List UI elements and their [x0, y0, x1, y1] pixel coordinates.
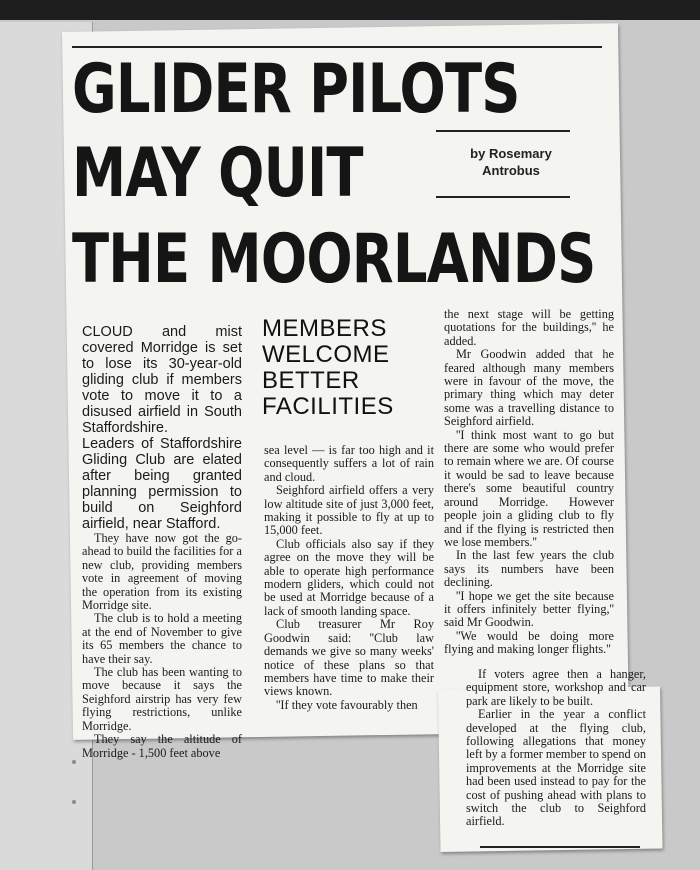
byline-rule-bottom [436, 196, 570, 198]
article-paragraph: Club treasurer Mr Roy Goodwin said: ''Club law demands we give so many weeks' notice of these plans so that members have time to make their views known. [264, 617, 434, 699]
headline-line-1: GLIDER PILOTS [72, 50, 520, 129]
article-column-2 [264, 444, 434, 712]
page-mark [72, 800, 76, 804]
page-mark [72, 760, 76, 764]
headline-line-3: THE MOORLANDS [72, 220, 596, 299]
article-paragraph: Earlier in the year a conflict developed at the flying club, following allegations that money left by a former member to spend on improvements at the Morridge site had been used instead to pay for the cost of pushing ahead with plans to switch the club to Seighford airfield. [466, 707, 646, 829]
article-column-3 [444, 308, 614, 657]
byline-line-1: by Rosemary [470, 146, 552, 161]
article-paragraph: Club officials also say if they agree on the move they will be able to operate high performance modern gliders, which could not be used at Morridge because of a lack of smooth landing space. [264, 536, 434, 618]
article-paragraph: CLOUD and mist covered Morridge is set to lose its 30-year-old gliding club if members vote to move it to a disused airfield in South Staffordshire. [82, 324, 242, 436]
top-rule [72, 46, 602, 48]
article-paragraph: The club has been wanting to move because it says the Seighford airstrip has very few flying restrictions, unlike Morridge. [82, 665, 242, 733]
article-paragraph: the next stage will be getting quotations for the buildings,'' he added. [444, 307, 614, 348]
article-paragraph: If voters agree then a hanger, equipment store, workshop and car park are likely to be built. [466, 667, 646, 708]
article-paragraph: ''I think most want to go but there are some who would prefer to remain where we are. Of course it would be sad to leave because there's some beautiful country around Morridge. However people join a gliding club to fly and if the flying is restricted then we lose members.'' [444, 427, 614, 549]
article-paragraph: Seighford airfield offers a very low altitude site of just 3,000 feet, making it possible to fly at up to 15,000 feet. [264, 483, 434, 538]
headline-line-2: MAY QUIT [72, 134, 363, 213]
article-column-3-continued [466, 668, 646, 829]
article-paragraph: sea level — is far too high and it consequently suffers a lot of rain and cloud. [264, 443, 434, 484]
article-paragraph: Leaders of Staffordshire Gliding Club are elated after being granted planning permission to build on Seighford airfield, near Stafford. [82, 436, 242, 532]
byline [446, 145, 576, 179]
article-paragraph: They have now got the go-ahead to build the facilities for a new club, providing members vote in agreement of moving the operation from its existing Morridge site. [82, 531, 242, 613]
subheadline: MEMBERS WELCOME BETTER FACILITIES [262, 315, 394, 420]
byline-line-2: Antrobus [482, 163, 540, 178]
bottom-rule [480, 846, 640, 848]
article-paragraph: ''We would be doing more flying and making longer flights.'' [444, 628, 614, 657]
article-paragraph: In the last few years the club says its numbers have been declining. [444, 548, 614, 590]
article-paragraph: ''I hope we get the site because it offers infinitely better flying,'' said Mr Goodwin. [444, 588, 614, 630]
article-paragraph: ''If they vote favourably then [276, 697, 418, 712]
article-paragraph: Mr Goodwin added that he feared although many members were in favour of the move, the primary thing which may deter some was a travelling distance to Seighford airfield. [444, 347, 614, 429]
article-column-1 [82, 324, 242, 760]
article-paragraph: The club is to hold a meeting at the end of November to give its 65 members the chance to have their say. [82, 611, 242, 666]
article-paragraph: They say the altitude of Morridge - 1,500 feet above [82, 732, 242, 760]
byline-rule-top [436, 130, 570, 132]
